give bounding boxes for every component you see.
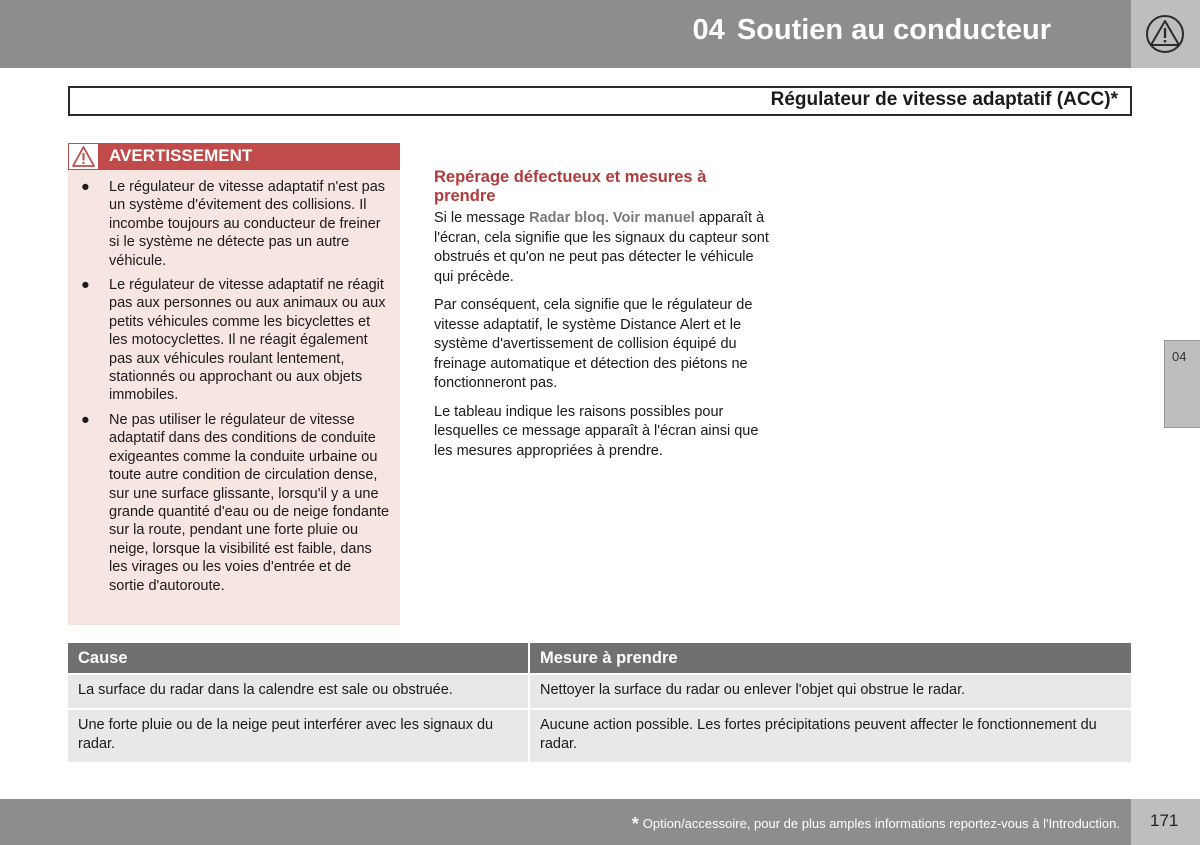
troubleshooting-paragraph: Le tableau indique les raisons possibles pour lesquelles ce message apparaît à l'écran ainsi que les mesures appropriées à prendre. bbox=[434, 403, 759, 459]
bullet-icon: ● bbox=[81, 411, 90, 428]
table-row bbox=[68, 709, 1131, 762]
section-title-bar bbox=[68, 86, 1132, 116]
page-number-box bbox=[1131, 799, 1200, 845]
para-text: Si le message bbox=[434, 210, 526, 226]
warning-item-text: Ne pas utiliser le régulateur de vitesse adaptatif dans des conditions de conduite exigeantes comme la conduite urbaine ou toute autre condition de circulation dense, sur une surface glissante, lorsqu'il y a une grande quantité d'eau ou de neige fondante sur la route, pendant une forte pluie ou neige, lorsque la visibilité est faible, dans les virages ou les voies d'entrée et de sortie d'autoroute. bbox=[109, 411, 390, 594]
table-cell-cause: Une forte pluie ou de la neige peut interférer avec les signaux du radar. bbox=[68, 709, 529, 762]
warning-triangle-icon bbox=[71, 145, 96, 168]
chapter-title-text: Soutien au conducteur bbox=[736, 14, 1051, 46]
column-header-measure: Mesure à prendre bbox=[529, 643, 1131, 674]
para-text: apparaît à l'écran, cela signifie que les signaux du capteur sont obstrués et qu'on ne peut pas détecter le véhicule qui précède. bbox=[434, 210, 769, 285]
chapter-title bbox=[693, 14, 1051, 47]
troubleshooting-heading: Repérage défectueux et mesures à prendre bbox=[434, 168, 707, 205]
table-row bbox=[68, 674, 1131, 709]
warning-icon-wrap bbox=[68, 143, 99, 170]
column-header-cause: Cause bbox=[68, 643, 529, 674]
troubleshooting-paragraph: Par conséquent, cela signifie que le régulateur de vitesse adaptatif, le système Distance Alert et le système d'avertissement de collision équipé du freinage automatique et détection des piétons ne fonctionneront pas. bbox=[434, 297, 753, 391]
chapter-side-tab-label: 04 bbox=[1172, 349, 1187, 364]
warning-title: AVERTISSEMENT bbox=[109, 146, 253, 165]
table-cell-cause: La surface du radar dans la calendre est sale ou obstruée. bbox=[68, 674, 529, 709]
troubleshooting-section bbox=[434, 168, 769, 470]
footer-bar bbox=[0, 799, 1131, 845]
chapter-icon-box bbox=[1131, 0, 1200, 68]
warning-triangle-icon bbox=[1145, 14, 1185, 54]
warning-item-text: Le régulateur de vitesse adaptatif ne réagit pas aux personnes ou aux animaux ou aux petits véhicules comme les bicyclettes et les motocyclettes. Il ne réagit également pas aux véhicules roulant lentement, stationnés ou approchant ou aux objets immobiles. bbox=[109, 277, 386, 404]
warning-header bbox=[68, 143, 400, 170]
bullet-icon: ● bbox=[81, 179, 90, 195]
warning-list-item bbox=[68, 411, 400, 595]
footer-note-text: Option/accessoire, pour de plus amples informations reportez-vous à l'Introduction. bbox=[642, 816, 1120, 831]
cause-measure-table bbox=[68, 643, 1131, 762]
troubleshooting-paragraph bbox=[434, 209, 769, 287]
table-header-row bbox=[68, 643, 1131, 674]
chapter-number: 04 bbox=[692, 14, 725, 46]
chapter-side-tab[interactable] bbox=[1164, 340, 1200, 428]
warning-item-text: Le régulateur de vitesse adaptatif n'est pas un système d'évitement des collisions. Il incombe toujours au conducteur de freiner si le système ne détecte pas un autre véhicule. bbox=[109, 179, 386, 269]
bullet-icon: ● bbox=[81, 277, 90, 294]
display-message: Radar bloq. Voir manuel bbox=[529, 210, 695, 226]
table-cell-measure: Aucune action possible. Les fortes précipitations peuvent affecter le fonctionnement du radar. bbox=[529, 709, 1131, 762]
page-number: 171 bbox=[1150, 811, 1179, 830]
warning-list-item bbox=[68, 276, 400, 405]
footer-note bbox=[632, 814, 1120, 835]
section-title: Régulateur de vitesse adaptatif (ACC)* bbox=[770, 89, 1118, 110]
chapter-header-bar bbox=[0, 0, 1131, 68]
warning-list bbox=[68, 178, 400, 601]
footer-asterisk: * bbox=[631, 814, 639, 834]
warning-list-item bbox=[68, 178, 400, 270]
warning-box bbox=[68, 143, 400, 625]
table-cell-measure: Nettoyer la surface du radar ou enlever l'objet qui obstrue le radar. bbox=[529, 674, 1131, 709]
